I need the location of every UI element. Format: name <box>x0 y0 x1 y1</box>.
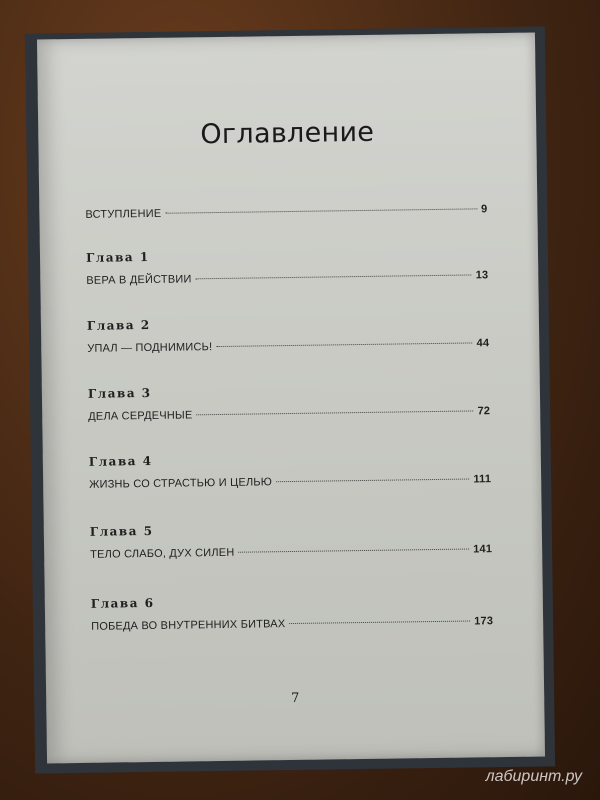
leader-dots <box>165 208 477 213</box>
leader-dots <box>216 342 472 347</box>
page-number: 7 <box>290 690 300 707</box>
toc-entry-chapter-5 <box>90 519 492 561</box>
toc-entry-chapter-3 <box>88 381 490 423</box>
chapter-heading: Глава 5 <box>89 523 154 539</box>
toc-row <box>89 473 491 491</box>
toc-page-number: 13 <box>475 269 489 282</box>
toc-page-number: 72 <box>477 405 491 418</box>
leader-dots <box>196 274 472 279</box>
toc-row <box>86 269 488 287</box>
toc-entry-chapter-2 <box>87 313 489 355</box>
chapter-heading: Глава 6 <box>90 595 155 611</box>
chapter-heading: Глава 2 <box>86 317 151 333</box>
book-page <box>37 33 545 764</box>
chapter-heading: Глава 4 <box>88 453 153 469</box>
toc-row <box>90 543 492 561</box>
toc-page-number: 111 <box>473 473 492 486</box>
toc-row <box>87 337 489 355</box>
toc-entry-label: ЖИЗНЬ СО СТРАСТЬЮ И ЦЕЛЬЮ <box>89 476 273 491</box>
toc-entry-label: ТЕЛО СЛАБО, ДУХ СИЛЕН <box>90 546 235 561</box>
toc-row <box>91 615 493 633</box>
watermark: лабиринт.ру <box>485 768 582 785</box>
toc-entry-label: УПАЛ — ПОДНИМИСЬ! <box>87 341 213 355</box>
toc-page-number: 44 <box>476 337 490 350</box>
toc-entry-label: ВЕРА В ДЕЙСТВИИ <box>86 273 192 287</box>
toc-page-number: 141 <box>473 543 493 556</box>
toc-entry-chapter-1 <box>86 245 488 287</box>
toc-entry-chapter-4 <box>89 449 491 491</box>
toc-entry-label: ПОБЕДА ВО ВНУТРЕННИХ БИТВАХ <box>91 618 286 633</box>
table-of-contents <box>85 203 493 633</box>
leader-dots <box>289 621 470 625</box>
toc-entry-intro <box>85 203 487 221</box>
page-title: Оглавление <box>200 116 375 151</box>
leader-dots <box>276 479 469 483</box>
leader-dots <box>196 410 473 415</box>
toc-page-number: 173 <box>474 615 494 628</box>
toc-entry-label: ДЕЛА СЕРДЕЧНЫЕ <box>88 409 193 423</box>
leader-dots <box>238 549 469 553</box>
chapter-heading: Глава 1 <box>85 249 150 265</box>
chapter-heading: Глава 3 <box>87 385 152 401</box>
toc-entry-chapter-6 <box>91 591 493 633</box>
toc-entry-label: ВСТУПЛЕНИЕ <box>85 207 162 221</box>
toc-row <box>85 203 487 221</box>
toc-row <box>88 405 490 423</box>
toc-page-number: 9 <box>480 203 488 216</box>
